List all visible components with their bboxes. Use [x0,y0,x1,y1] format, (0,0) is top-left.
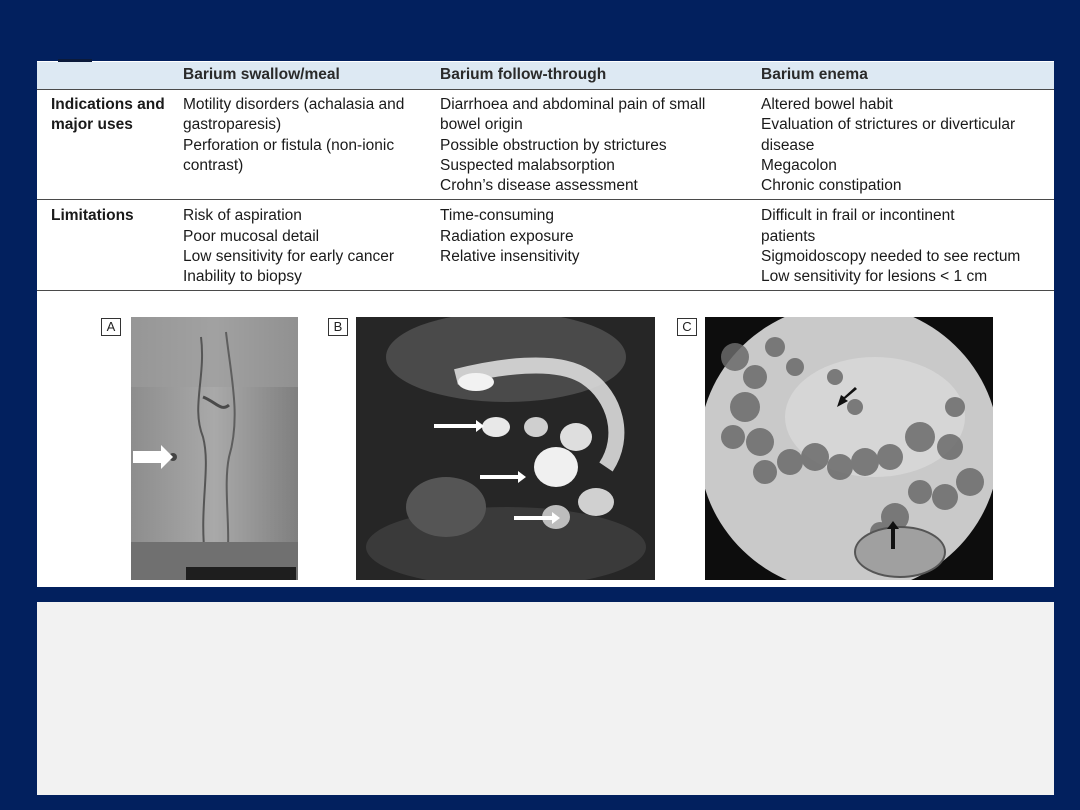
header-barium-follow-through: Barium follow-through [440,62,761,90]
comparison-table [37,62,1054,291]
cell-enema-indications: Altered bowel habit Evaluation of strictures or diverticular disease Megacolon Chronic constipation [761,90,1054,200]
figure-b-image [356,317,655,580]
table-row [37,200,1054,290]
figure-c-xray [705,317,993,580]
header-barium-swallow: Barium swallow/meal [183,62,440,90]
figure-a-xray [131,317,298,580]
cell-follow-through-indications: Diarrhoea and abdominal pain of small bowel origin Possible obstruction by strictures Suspected malabsorption Crohn’s disease assessment [440,90,761,200]
table-header-row [37,62,1054,90]
row-label-limitations: Limitations [37,200,183,290]
cell-swallow-indications: Motility disorders (achalasia and gastroparesis) Perforation or fistula (non-ionic contrast) [183,90,440,200]
cell-enema-limitations: Difficult in frail or incontinent patients Sigmoidoscopy needed to see rectum Low sensitivity for lesions < 1 cm [761,200,1054,290]
figure-b-label: B [328,318,348,336]
row-label-indications: Indications and major uses [37,90,183,200]
notes-panel [37,602,1054,795]
table-row [37,90,1054,200]
figure-b-xray [356,317,655,580]
cell-swallow-limitations: Risk of aspiration Poor mucosal detail Low sensitivity for early cancer Inability to biopsy [183,200,440,290]
figure-a-image [131,317,298,580]
figure-c-label: C [677,318,697,336]
figure-a-label: A [101,318,121,336]
header-blank [37,62,183,90]
figure-c-image [705,317,993,580]
cell-follow-through-limitations: Time-consuming Radiation exposure Relative insensitivity [440,200,761,290]
header-barium-enema: Barium enema [761,62,1054,90]
